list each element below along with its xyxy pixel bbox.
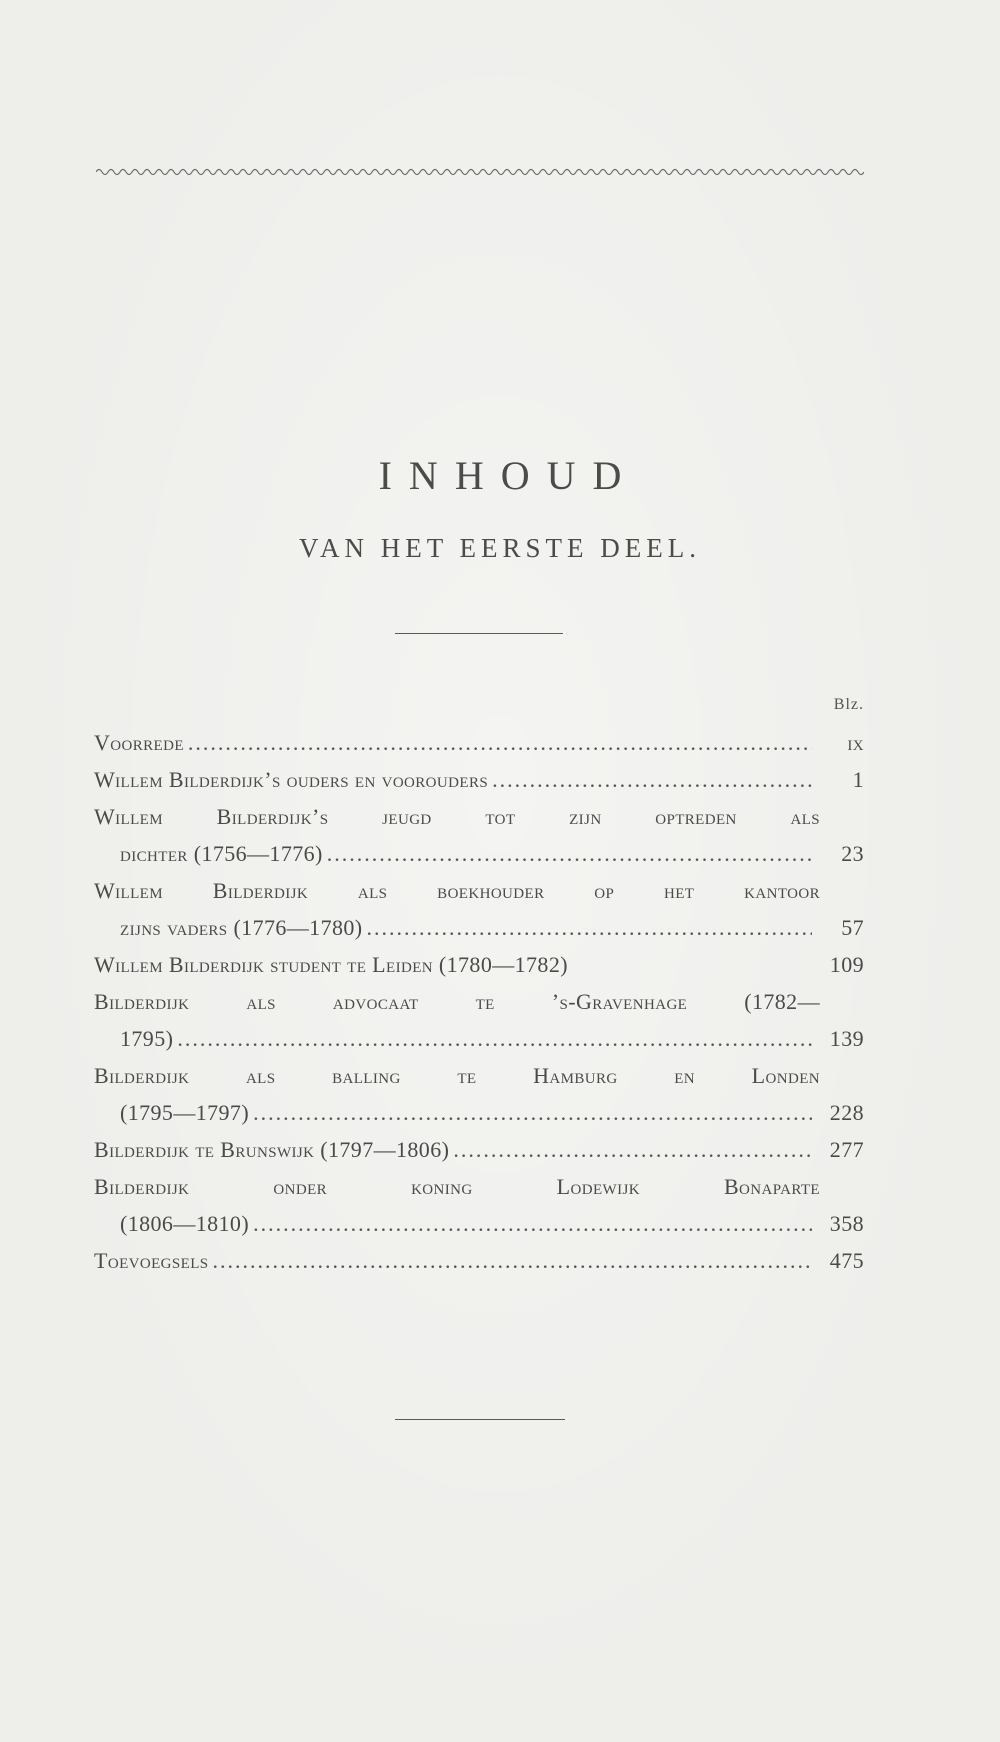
toc-page-number: 23 <box>841 841 864 866</box>
decorative-wavy-rule <box>96 166 864 178</box>
toc-page-number: 228 <box>829 1100 864 1125</box>
toc-entry-title-continued: (1806—1810) <box>120 1211 250 1236</box>
toc-entry-balling <box>94 1057 864 1131</box>
toc-entry-title: Willem Bilderdijk als boekhouder op het kantoor <box>94 878 820 903</box>
toc-entry-voorrede <box>94 724 864 761</box>
page-column-header: Blz. <box>833 696 864 713</box>
dot-leader <box>213 1242 812 1279</box>
toc-entry-title: Bilderdijk onder koning Lodewijk Bonaparte <box>94 1174 820 1199</box>
toc-page-number: 1 <box>852 767 864 792</box>
toc-entry-title: Bilderdijk als advocaat te ’s-Gravenhage (1782— <box>94 989 820 1014</box>
toc-page-number: 358 <box>829 1211 864 1236</box>
toc-entry-boekhouder <box>94 872 864 946</box>
toc-entry-title: Bilderdijk als balling te Hamburg en Londen <box>94 1063 820 1088</box>
toc-page-number: 57 <box>841 915 864 940</box>
toc-entry-bonaparte <box>94 1168 864 1242</box>
toc-entry-student <box>94 946 864 983</box>
toc-entry-title-continued: dichter (1756—1776) <box>120 841 323 866</box>
toc-entry-toevoegsels <box>94 1242 864 1279</box>
dot-leader <box>253 1094 812 1131</box>
dot-leader <box>253 1205 812 1242</box>
toc-entry-title: Willem Bilderdijk’s ouders en voorouders <box>94 767 489 792</box>
toc-entry-title: Bilderdijk te Brunswijk (1797—1806) <box>94 1137 450 1162</box>
dot-leader <box>367 909 813 946</box>
toc-entry-jeugd <box>94 798 864 872</box>
toc-entry-ouders <box>94 761 864 798</box>
toc-entry-title: Toevoegsels <box>94 1248 209 1273</box>
toc-entry-advocaat <box>94 983 864 1057</box>
toc-entry-title-continued: zijns vaders (1776—1780) <box>120 915 363 940</box>
toc-page-number: 139 <box>829 1026 864 1051</box>
toc-page-number: 109 <box>829 952 864 977</box>
dot-leader <box>492 761 812 798</box>
toc-page-number: 277 <box>829 1137 864 1162</box>
dot-leader <box>453 1131 812 1168</box>
dot-leader <box>177 1020 812 1057</box>
divider-bottom <box>395 1419 565 1420</box>
dot-leader <box>327 835 812 872</box>
toc-page-number: 475 <box>829 1248 864 1273</box>
table-of-contents <box>94 724 864 1279</box>
toc-entry-title: Willem Bilderdijk’s jeugd tot zijn optreden als <box>94 804 820 829</box>
toc-entry-title-continued: 1795) <box>120 1026 174 1051</box>
divider-top <box>395 633 563 634</box>
contents-subtitle: VAN HET EERSTE DEEL. <box>299 533 701 563</box>
contents-title: INHOUD <box>378 453 639 498</box>
toc-entry-title: Voorrede <box>94 730 184 755</box>
toc-entry-title-continued: (1795—1797) <box>120 1100 250 1125</box>
toc-entry-title: Willem Bilderdijk student te Leiden (1780—1782) <box>94 952 568 977</box>
toc-page-number: ix <box>847 730 864 755</box>
toc-entry-brunswijk <box>94 1131 864 1168</box>
dot-leader <box>188 724 812 761</box>
